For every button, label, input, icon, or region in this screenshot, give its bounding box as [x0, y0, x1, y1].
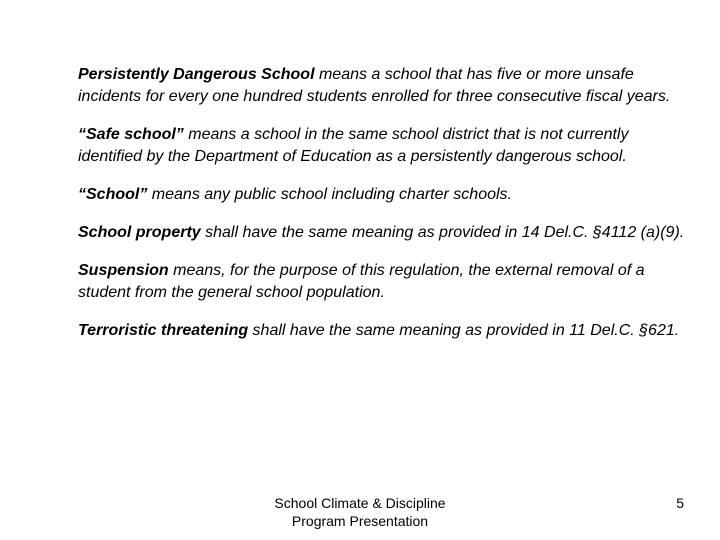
- definition-text: means any public school including charter schools.: [147, 186, 512, 203]
- definition-term: Persistently Dangerous School: [78, 66, 315, 83]
- definition-text: means, for the purpose of this regulation, the external removal of a student from the general school population.: [78, 262, 645, 301]
- definition-school-property: [78, 222, 693, 244]
- definition-safe-school: [78, 124, 693, 168]
- footer-line-1: School Climate & Discipline: [274, 495, 446, 511]
- definition-term: Terroristic threatening: [78, 322, 249, 339]
- definition-text: shall have the same meaning as provided in 11 Del.C. §621.: [248, 322, 680, 339]
- definition-term: School property: [78, 224, 201, 241]
- definition-term: Suspension: [78, 262, 169, 279]
- footer-title: [240, 494, 480, 530]
- definition-term: “Safe school”: [78, 126, 184, 143]
- definition-text: shall have the same meaning as provided in 14 Del.C. §4112 (a)(9).: [200, 224, 685, 241]
- definition-terroristic-threatening: [78, 320, 693, 342]
- definition-term: “School”: [78, 186, 148, 203]
- definition-persistently-dangerous-school: [78, 64, 693, 108]
- definition-suspension: [78, 260, 693, 304]
- definition-text: means a school in the same school district that is not currently identified by the Department of Education as a persistently dangerous school.: [78, 126, 629, 165]
- footer-line-2: Program Presentation: [291, 513, 429, 529]
- page-number: 5: [676, 495, 684, 511]
- definition-text: means a school that has five or more unsafe incidents for every one hundred students enrolled for three consecutive fiscal years.: [78, 66, 671, 105]
- definition-school: [78, 184, 693, 206]
- definitions-list: [78, 64, 693, 342]
